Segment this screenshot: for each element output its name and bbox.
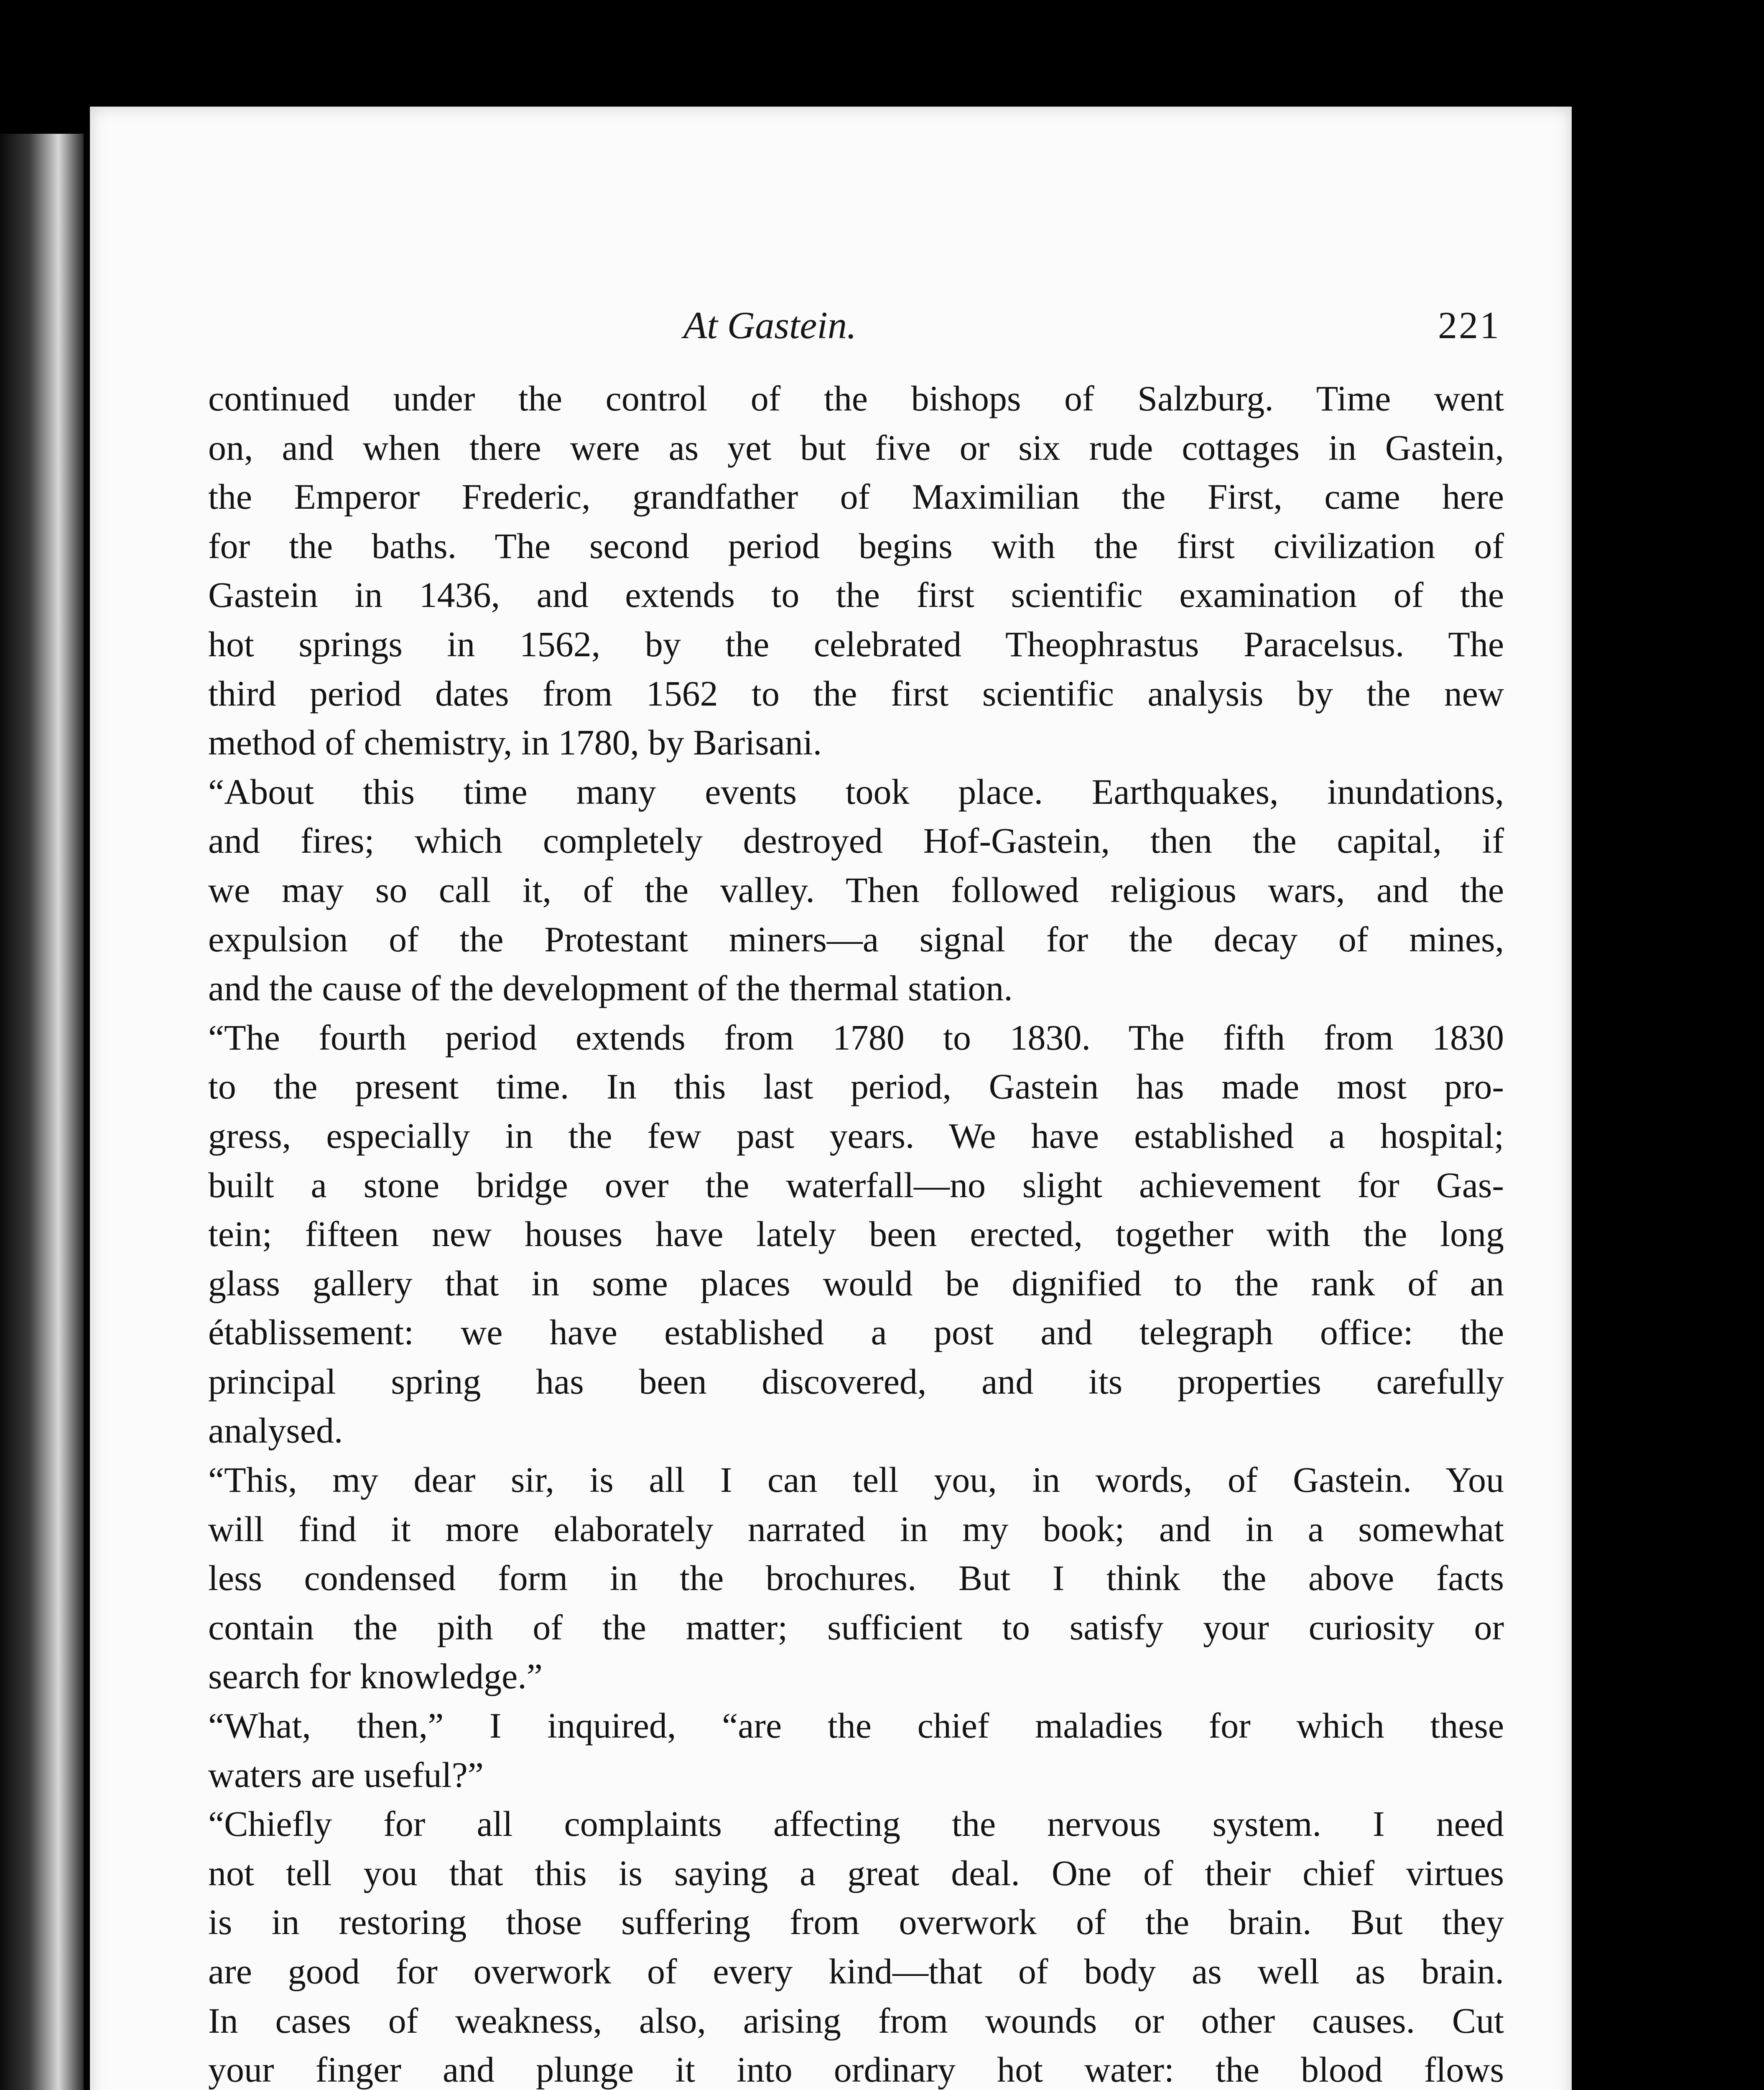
text-line: analysed. [208,1410,343,1451]
text-line: for the baths. The second period begins with the first civilization of [208,525,1504,566]
facing-page-edge [0,134,84,2090]
text-line: In cases of weakness, also, arising from wounds or other causes. Cut [208,2000,1504,2041]
text-line: “What, then,” I inquired, “are the chief maladies for which these [208,1705,1504,1746]
text-line: “About this time many events took place. Earthquakes, inundations, [208,771,1504,812]
text-line: principal spring has been discovered, and its properties carefully [208,1361,1504,1402]
book-page [90,107,1572,2090]
page-number: 221 [1438,304,1501,347]
text-line: on, and when there were as yet but five or six rude cottages in Gastein, [208,427,1504,468]
text-line: and fires; which completely destroyed Hof-Gastein, then the capital, if [208,821,1504,861]
text-line: waters are useful?” [208,1754,484,1795]
text-line: are good for overwork of every kind—that of body as well as brain. [208,1951,1504,1991]
text-line: “This, my dear sir, is all I can tell you, in words, of Gastein. You [208,1460,1504,1500]
text-line: we may so call it, of the valley. Then followed religious wars, and the [208,869,1504,910]
text-line: is in restoring those suffering from overwork of the brain. But they [208,1902,1504,1942]
text-line: third period dates from 1562 to the first scientific analysis by the new [208,673,1504,714]
text-line: continued under the control of the bishops of Salzburg. Time went [208,378,1504,418]
text-line: gress, especially in the few past years. We have established a hospital; [208,1115,1504,1156]
text-line: glass gallery that in some places would be dignified to the rank of an [208,1263,1504,1303]
text-line: “The fourth period extends from 1780 to 1830. The fifth from 1830 [208,1017,1504,1058]
text-line: contain the pith of the matter; sufficient to satisfy your curiosity or [208,1607,1504,1647]
running-head [90,303,1572,362]
text-line: to the present time. In this last period, Gastein has made most pro- [208,1066,1504,1107]
text-line: and the cause of the development of the thermal station. [208,968,1013,1009]
text-line: the Emperor Frederic, grandfather of Maximilian the First, came here [208,477,1504,517]
text-line: expulsion of the Protestant miners—a signal for the decay of mines, [208,919,1504,959]
text-line: search for knowledge.” [208,1656,543,1697]
running-title: At Gastein. [683,304,857,347]
text-line: tein; fifteen new houses have lately been erected, together with the long [208,1214,1504,1254]
body-text [208,374,1504,2090]
text-line: hot springs in 1562, by the celebrated Theophrastus Paracelsus. The [208,624,1504,664]
text-line: built a stone bridge over the waterfall—no slight achievement for Gas- [208,1165,1504,1205]
text-line: less condensed form in the brochures. But I think the above facts [208,1558,1504,1598]
text-line: “Chiefly for all complaints affecting the nervous system. I need [208,1804,1504,1844]
text-line: your finger and plunge it into ordinary hot water: the blood flows [208,2049,1504,2090]
text-line: method of chemistry, in 1780, by Barisani. [208,722,822,763]
text-line: Gastein in 1436, and extends to the first scientific examination of the [208,575,1504,615]
text-line: not tell you that this is saying a great deal. One of their chief virtues [208,1853,1504,1893]
text-line: will find it more elaborately narrated in my book; and in a somewhat [208,1509,1504,1549]
text-line: établissement: we have established a post and telegraph office: the [208,1312,1504,1353]
